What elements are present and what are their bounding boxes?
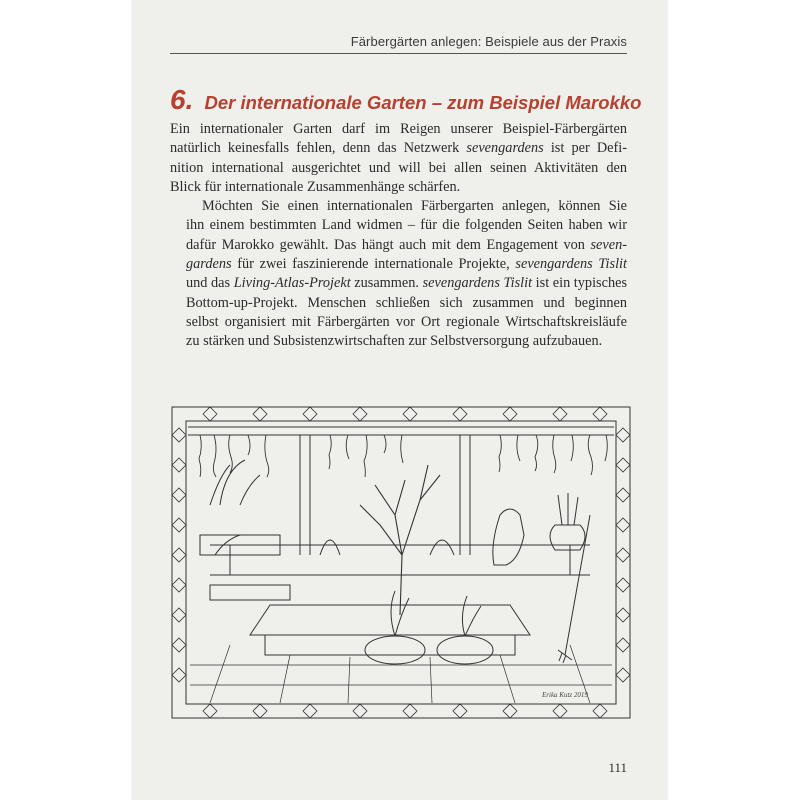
- pergola-beam: [188, 427, 614, 435]
- artist-signature: Erika Kutz 2019: [542, 691, 588, 699]
- pool-front: [265, 635, 515, 655]
- text-line: ihn einem bestimmten Land widmen – für die folgenden Seiten haben wir: [186, 217, 627, 234]
- text-line: selbst organisiert mit Färbergärten vor Ort regionale Wirtschaftskreisläufe: [186, 313, 627, 330]
- book-page: [132, 0, 667, 800]
- pool: [250, 605, 530, 635]
- body-text: [170, 120, 627, 352]
- pot-left: [365, 636, 425, 664]
- seated-figure: [493, 509, 524, 565]
- text-line: natürlich keinesfalls fehlen, denn das Netzwerk sevengardens ist per Defi-: [170, 140, 627, 157]
- frame-inner: [186, 421, 616, 704]
- garden-wall: [210, 545, 590, 575]
- wall-niches: [320, 540, 454, 555]
- garden-illustration: [170, 405, 632, 720]
- pot-right: [437, 636, 493, 664]
- pergola-pillars: [300, 435, 470, 555]
- text-line: zu stärken und Subsistenzwirtschaften zur Selbstversorgung aufzubauen.: [186, 333, 603, 350]
- paragraph-1: [170, 120, 627, 197]
- text-line: Bottom-up-Projekt. Menschen schließen sich zusammen und beginnen: [186, 294, 627, 311]
- text-line: Ein internationaler Garten darf im Reigen unserer Beispiel-Färbergärten: [170, 121, 627, 137]
- header-rule: [170, 53, 627, 54]
- paragraph-2: [170, 197, 627, 351]
- chapter-number: 6.: [170, 84, 194, 115]
- text-line: Möchten Sie einen internationalen Färbergarten anlegen, können Sie: [202, 198, 627, 215]
- urn: [550, 525, 585, 550]
- page-number: 111: [608, 760, 627, 775]
- chapter-title: [170, 84, 642, 116]
- text-line: dafür Marokko gewählt. Das hängt auch mit dem Engagement von seven-: [186, 236, 627, 253]
- text-line: gardens für zwei faszinierende internationale Projekte, sevengardens Tislit: [186, 256, 627, 273]
- running-head: Färbergärten anlegen: Beispiele aus der Praxis: [350, 34, 627, 49]
- central-tree: [360, 465, 440, 615]
- urn-plant: [558, 493, 578, 525]
- chapter-title-text: Der internationale Garten – zum Beispiel Marokko: [204, 92, 642, 113]
- text-line: Blick für internationale Zusammenhänge schärfen.: [170, 178, 461, 195]
- text-line: und das Living-Atlas-Projekt zusammen. sevengardens Tislit ist ein typisches: [186, 275, 628, 292]
- hanging-vines: [199, 435, 607, 477]
- left-plants: [210, 460, 260, 555]
- potted-plants: [391, 591, 481, 636]
- text-line: nition international ausgerichtet und will bei allen seinen Aktivitäten den: [170, 159, 627, 176]
